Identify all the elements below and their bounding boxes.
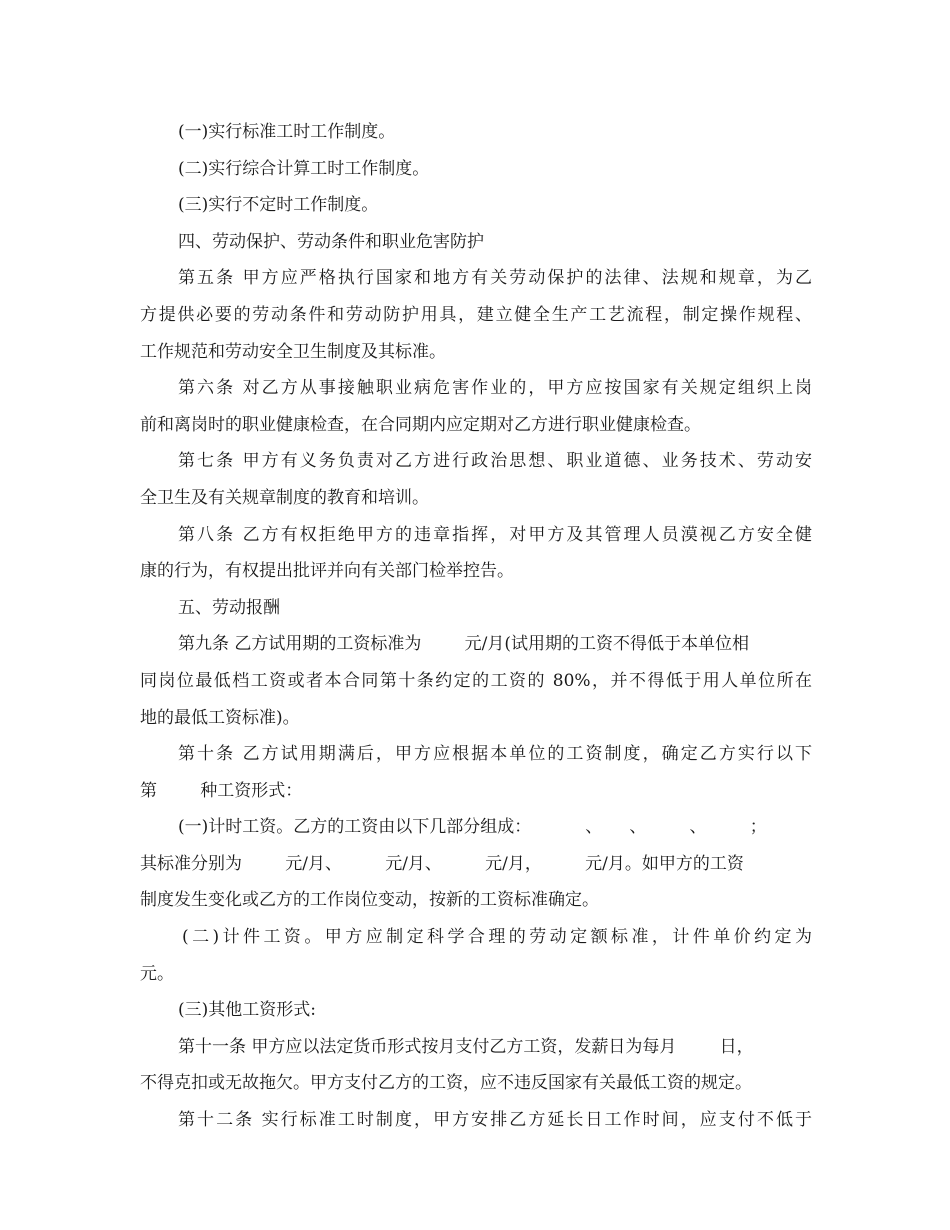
text-line: 第十二条 实行标准工时制度，甲方安排乙方延长日工作时间，应支付不低于 [178,1110,812,1131]
text-line: (三)实行不定时工作制度。 [178,195,379,216]
text-line: (三)其他工资形式: [178,1000,316,1021]
text-line: 不得克扣或无故拖欠。甲方支付乙方的工资，应不违反国家有关最低工资的规定。 [140,1073,752,1094]
text-line: 第八条 乙方有权拒绝甲方的违章指挥，对甲方及其管理人员漠视乙方安全健 [178,524,812,545]
text-line: 第七条 甲方有义务负责对乙方进行政治思想、职业道德、业务技术、劳动安 [178,451,812,472]
text-line: 地的最低工资标准)。 [140,707,300,728]
text-line: 康的行为，有权提出批评并向有关部门检举控告。 [140,561,514,582]
text-line: (二)实行综合计算工时工作制度。 [178,158,430,179]
text-line: 其标准分别为 元/月、 元/月、 元/月， 元/月。如甲方的工资 [140,853,744,874]
text-line: (一)实行标准工时工作制度。 [178,122,396,142]
text-line: 第五条 甲方应严格执行国家和地方有关劳动保护的法律、法规和规章，为乙 [178,268,812,289]
text-line: 制度发生变化或乙方的工作岗位变动，按新的工资标准确定。 [140,890,599,911]
text-line: 前和离岗时的职业健康检查，在合同期内应定期对乙方进行职业健康检查。 [140,414,701,435]
text-line: 五、劳动报酬 [178,597,280,618]
text-line: 第十一条 甲方应以法定货币形式按月支付乙方工资，发薪日为每月 日， [178,1036,754,1057]
text-line: 工作规范和劳动安全卫生制度及其标准。 [140,341,446,362]
text-line: 第九条 乙方试用期的工资标准为 元/月(试用期的工资不得低于本单位相 [178,634,749,655]
text-line: 全卫生及有关规章制度的教育和培训。 [140,487,429,508]
text-line: 四、劳动保护、劳动条件和职业危害防护 [178,231,484,252]
document-body [140,114,812,1139]
text-line: 元。 [140,963,174,984]
text-line: (一)计时工资。乙方的工资由以下几部分组成： 、 、 、 ； [178,817,767,838]
text-line: 第十条 乙方试用期满后，甲方应根据本单位的工资制度，确定乙方实行以下 [178,744,812,765]
text-line: 第六条 对乙方从事接触职业病危害作业的，甲方应按国家有关规定组织上岗 [178,378,812,399]
text-line: 同岗位最低档工资或者本合同第十条约定的工资的 80%，并不得低于用人单位所在 [140,670,812,691]
text-line: (二)计件工资。甲方应制定科学合理的劳动定额标准，计件单价约定为 [182,927,812,948]
document-page [140,114,812,1139]
text-line: 第 种工资形式： [140,780,303,801]
text-line: 方提供必要的劳动条件和劳动防护用具，建立健全生产工艺流程，制定操作规程、 [140,304,812,325]
